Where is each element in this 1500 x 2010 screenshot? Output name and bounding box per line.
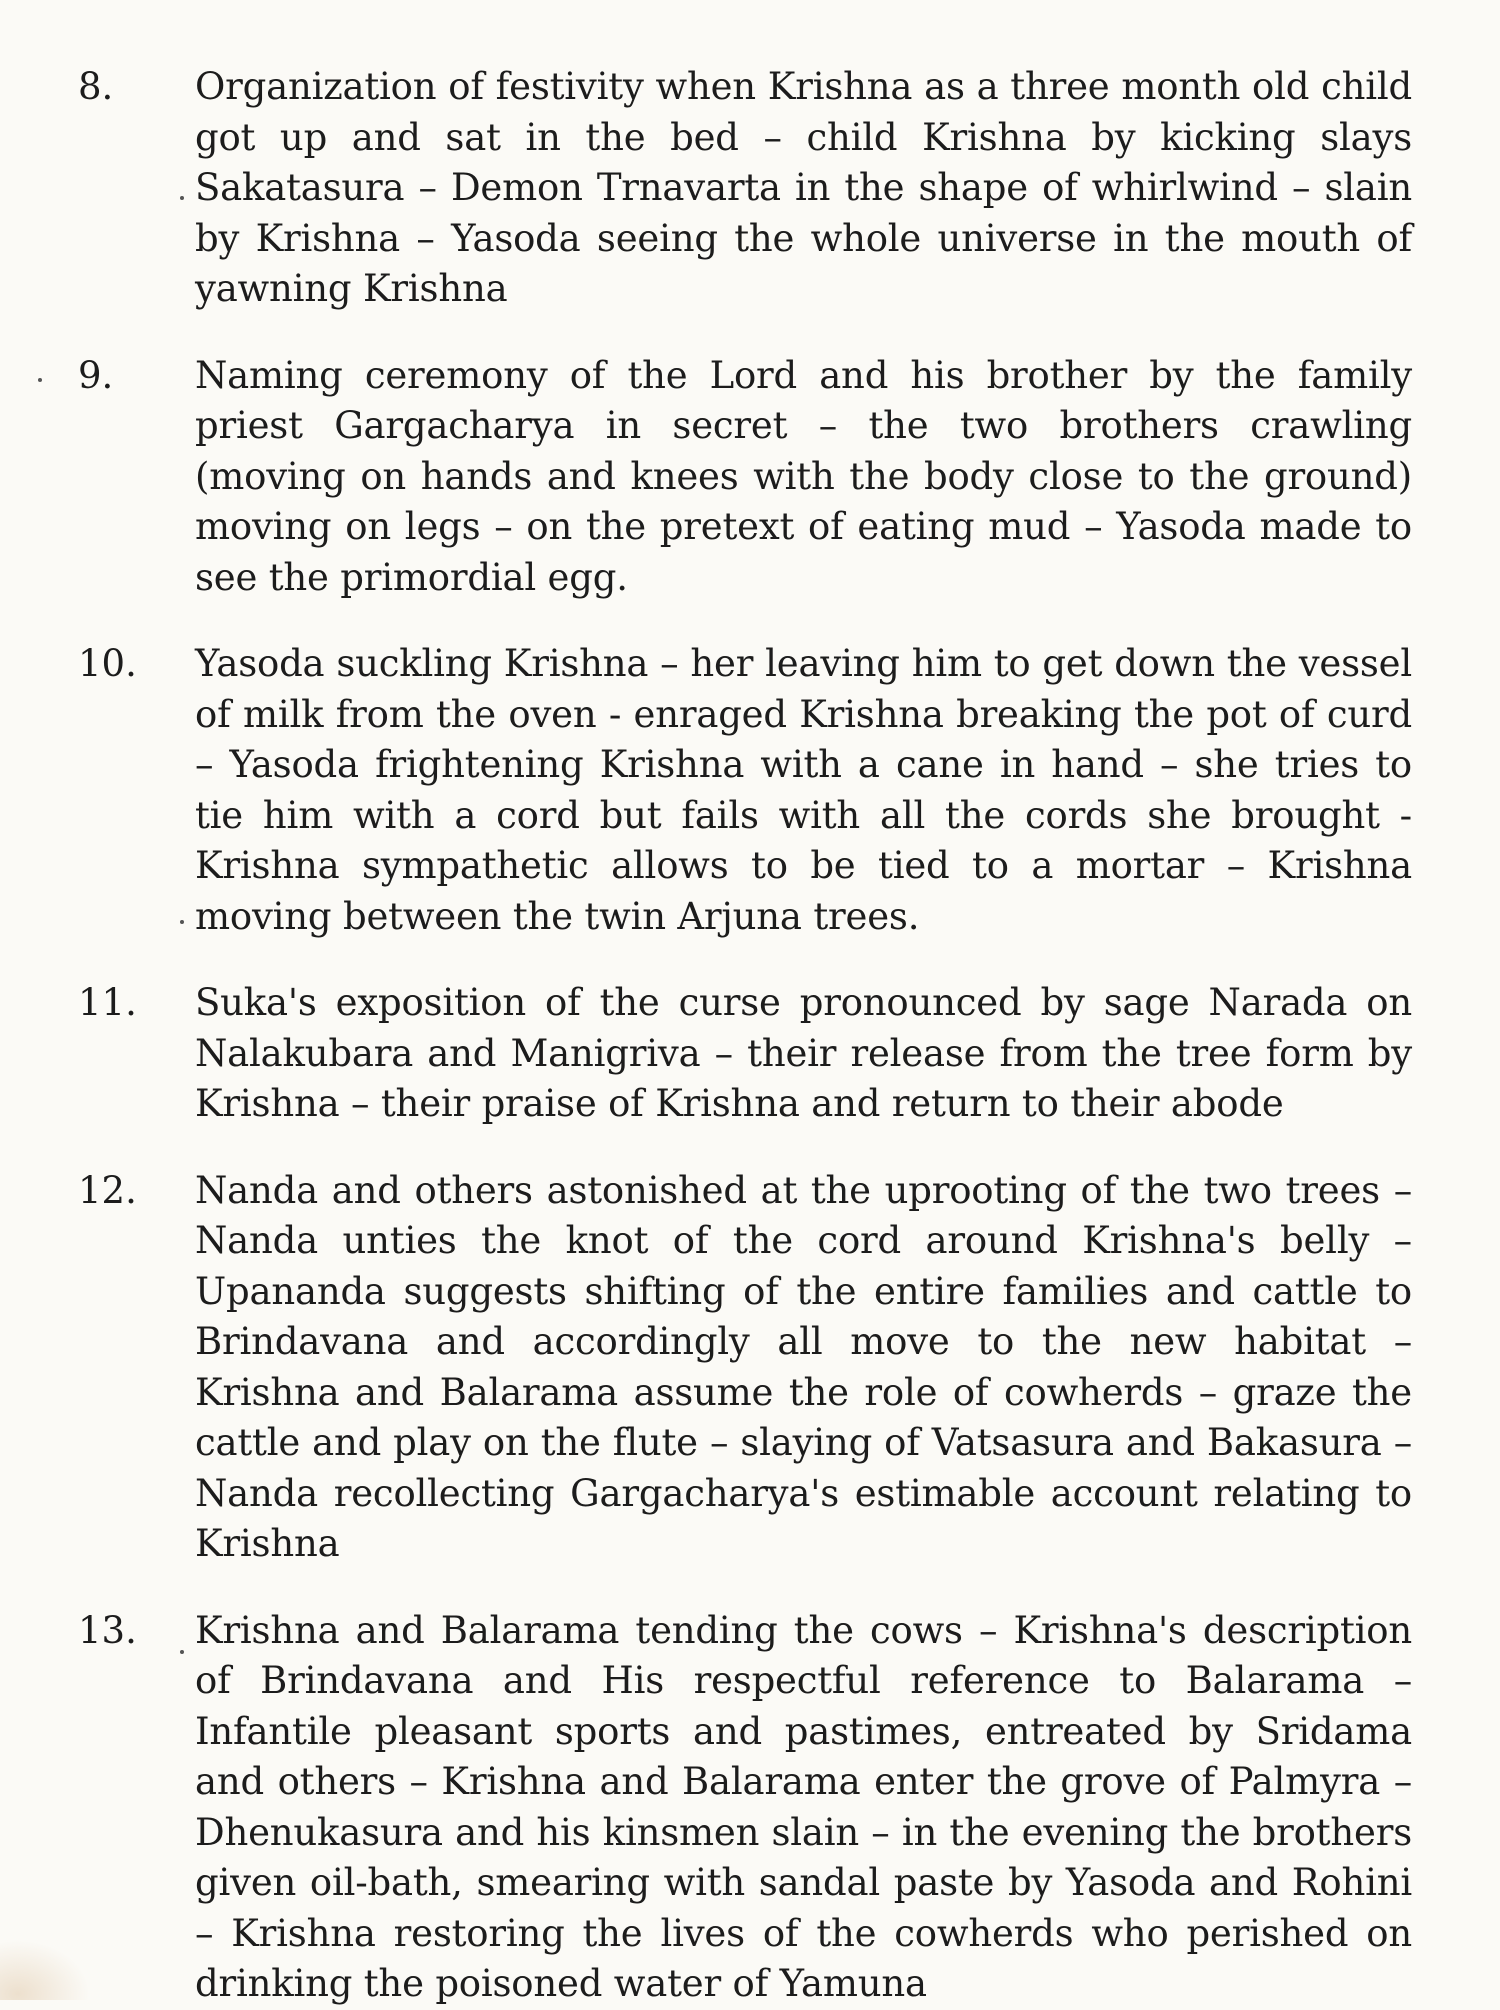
scan-speck	[38, 378, 42, 382]
item-text: Yasoda suckling Krishna – her leaving him to get down the vessel of milk from the oven - enraged Krishna breaking the pot of curd – Yasoda frightening Krishna with a cane in hand – she tries to tie him with a cord but fails with all the cords she brought - Krishna sympathetic allows to be tied to a mortar – Krishna moving between the twin Arjuna trees.	[195, 642, 1412, 938]
scan-speck	[180, 920, 184, 924]
item-text: Organization of festivity when Krishna as a three month old child got up and sat in the bed – child Krishna by kicking slays Sakatasura – Demon Trnavarta in the shape of whirlwind – slain by Krishna – Yasoda seeing the whole universe in the mouth of yawning Krishna	[195, 65, 1412, 310]
list-item	[70, 1606, 1412, 2010]
item-text: Suka's exposition of the curse pronounced by sage Narada on Nalakubara and Manigriva – their release from the tree form by Krishna – their praise of Krishna and return to their abode	[195, 981, 1412, 1125]
item-text: Nanda and others astonished at the uprooting of the two trees – Nanda unties the knot of the cord around Krishna's belly – Upananda suggests shifting of the entire families and cattle to Brindavana and accordingly all move to the new habitat – Krishna and Balarama assume the role of cowherds – graze the cattle and play on the flute – slaying of Vatsasura and Bakasura – Nanda recollecting Gargacharya's estimable account relating to Krishna	[195, 1168, 1412, 1565]
item-text: Naming ceremony of the Lord and his brother by the family priest Gargacharya in secret – the two brothers crawling (moving on hands and knees with the body close to the ground) moving on legs – on the pretext of eating mud – Yasoda made to see the primordial egg.	[195, 353, 1412, 599]
paper-stain	[0, 1940, 90, 2000]
item-number: 9.	[78, 353, 114, 397]
item-number: 12.	[78, 1168, 137, 1212]
list-item	[70, 62, 1412, 315]
item-number: 11.	[78, 981, 137, 1024]
scan-speck	[180, 196, 184, 200]
item-text: Krishna and Balarama tending the cows – Krishna's description of Brindavana and His respectful reference to Balarama – Infantile pleasant sports and pastimes, entreated by Sridama and others – Krishna and Balarama enter the grove of Palmyra – Dhenukasura and his kinsmen slain – in the evening the brothers given oil-bath, smearing with sandal paste by Yasoda and Rohini – Krishna restoring the lives of the cowherds who perished on drinking the poisoned water of Yamuna	[195, 1608, 1412, 2005]
item-number: 13.	[78, 1608, 137, 1652]
list-item	[70, 978, 1412, 1130]
item-number: 8.	[78, 65, 114, 108]
list-item	[70, 351, 1412, 604]
item-number: 10.	[78, 642, 137, 685]
scan-speck	[180, 1650, 184, 1654]
list-item	[70, 1166, 1412, 1570]
list-item	[70, 639, 1412, 942]
